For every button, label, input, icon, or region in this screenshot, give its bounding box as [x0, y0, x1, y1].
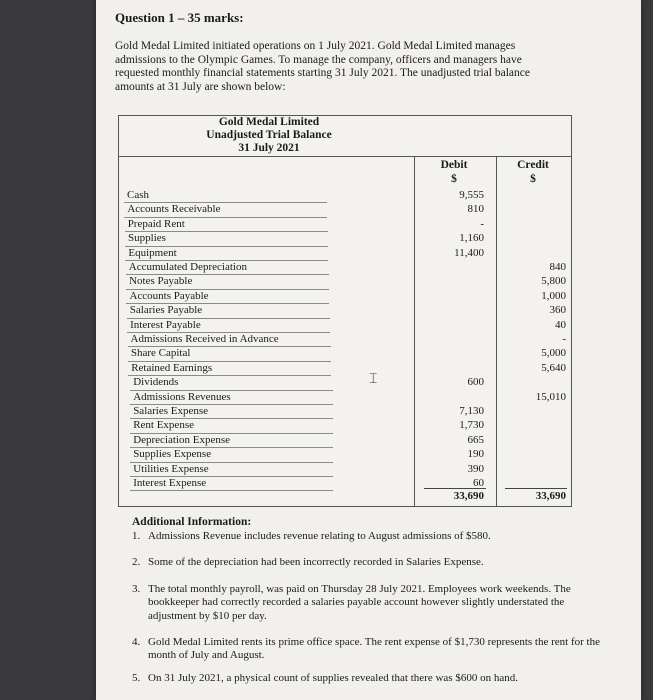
debit-value: [424, 289, 484, 303]
account-name: Accounts Payable: [126, 289, 329, 304]
debit-value: 810: [467, 203, 484, 216]
account-name: Cash: [124, 188, 327, 203]
debit-value: [424, 390, 484, 404]
credit-value: [506, 447, 566, 461]
account-name: Salaries Payable: [127, 303, 330, 318]
debit-value: [424, 260, 484, 274]
credit-value: 840: [549, 261, 566, 273]
item-text: The total monthly payroll, was paid on Thursday 28 July 2021. Employees work weekends. The bookkeeper had correctly recorded a salaries payable account however slightly understated the adjustment by $10 per day.: [148, 583, 571, 622]
account-name: Dividends: [130, 375, 333, 390]
debit-value: [424, 303, 484, 317]
debit-value: [424, 318, 484, 332]
item-number: 3.: [132, 583, 141, 595]
account-name: Retained Earnings: [128, 361, 331, 376]
credit-value: [506, 418, 566, 432]
account-name: Equipment: [125, 246, 328, 261]
account-name: Accounts Receivable: [124, 202, 327, 217]
debit-value: 665: [467, 433, 484, 446]
trial-balance-table: [118, 115, 572, 507]
debit-column-divider: [414, 156, 415, 506]
item-text: On 31 July 2021, a physical count of supplies revealed that there was $600 on hand.: [148, 672, 518, 684]
table-date: 31 July 2021: [238, 142, 300, 154]
credit-value: 360: [549, 304, 566, 317]
debit-value: [424, 274, 484, 288]
additional-item: [132, 636, 602, 663]
header-divider: [119, 156, 571, 157]
account-name: Admissions Revenues: [130, 390, 333, 405]
additional-item: [132, 583, 602, 623]
account-name: Rent Expense: [130, 418, 333, 433]
account-name: Share Capital: [128, 346, 331, 361]
credit-value: [506, 404, 566, 418]
additional-item: [132, 556, 602, 569]
credit-value: [506, 462, 566, 476]
company-name: Gold Medal Limited: [218, 116, 320, 128]
credit-value: 1,000: [541, 289, 566, 302]
credit-value: [506, 375, 566, 389]
account-name: Accumulated Depreciation: [126, 260, 329, 275]
table-header: [119, 116, 419, 155]
account-name: Interest Payable: [127, 318, 330, 333]
debit-value: 1,160: [459, 232, 484, 245]
item-text: Gold Medal Limited rents its prime office space. The rent expense of $1,730 represents the rent for the month of July and August.: [148, 636, 600, 662]
account-name: Utilities Expense: [130, 462, 333, 477]
account-name: Salaries Expense: [130, 404, 333, 419]
additional-info-title: [132, 516, 602, 530]
debit-value: 11,400: [454, 246, 484, 259]
debit-header: Debit: [440, 159, 468, 171]
credit-currency: $: [530, 173, 536, 185]
table-title: Unadjusted Trial Balance: [206, 129, 332, 141]
credit-column-divider: [496, 156, 497, 506]
item-text: Some of the depreciation had been incorrectly recorded in Salaries Expense.: [148, 556, 484, 568]
account-name: Notes Payable: [126, 274, 329, 289]
debit-currency: $: [451, 173, 457, 185]
credit-value: 5,000: [541, 347, 566, 360]
document-page: [96, 0, 641, 700]
credit-value: -: [562, 333, 566, 345]
credit-value: [506, 188, 566, 202]
total-credit: 33,690: [535, 490, 566, 502]
debit-value: [424, 332, 484, 346]
item-number: 4.: [132, 636, 141, 648]
debit-value: [424, 361, 484, 375]
credit-value: 40: [555, 318, 566, 331]
debit-value: 1,730: [459, 419, 484, 432]
item-text: Admissions Revenue includes revenue relating to August admissions of $580.: [148, 530, 491, 542]
debit-value: [424, 346, 484, 360]
account-name: Depreciation Expense: [130, 433, 333, 448]
item-number: 5.: [132, 672, 141, 684]
account-name: Supplies: [125, 231, 328, 246]
debit-value: 7,130: [459, 405, 484, 417]
account-name: Admissions Received in Advance: [128, 332, 331, 347]
account-name: Interest Expense: [130, 476, 333, 491]
text-cursor-icon: ⌶: [369, 372, 378, 387]
credit-value: [506, 217, 566, 231]
credit-value: [506, 433, 566, 447]
account-name: Prepaid Rent: [125, 217, 328, 232]
item-number: 1.: [132, 530, 141, 542]
question-title: Question 1 – 35 marks:: [115, 10, 244, 25]
debit-value: 390: [467, 462, 484, 475]
credit-header: Credit: [517, 159, 549, 171]
intro-paragraph: Gold Medal Limited initiated operations on 1 July 2021. Gold Medal Limited manages admissions to the Olympic Games. To manage the company, officers and managers have requested monthly financial statements starting 31 July 2021. The unadjusted trial balance amounts at 31 July are shown below:: [115, 40, 530, 93]
debit-value: 190: [467, 448, 484, 461]
total-debit: 33,690: [453, 490, 484, 502]
credit-value: [506, 231, 566, 245]
debit-value: 600: [467, 376, 484, 389]
debit-value: 60: [473, 477, 484, 489]
credit-value: 15,010: [535, 390, 566, 403]
credit-value: 5,800: [541, 275, 566, 288]
additional-title-text: Additional Information:: [132, 516, 252, 528]
additional-item: [132, 672, 602, 685]
credit-value: [506, 202, 566, 216]
debit-value: -: [480, 217, 484, 230]
debit-value: 9,555: [459, 189, 484, 201]
item-number: 2.: [132, 556, 141, 568]
additional-item: [132, 530, 602, 543]
credit-value: 5,640: [541, 361, 566, 374]
account-name: Supplies Expense: [130, 447, 333, 462]
credit-value: [506, 246, 566, 260]
